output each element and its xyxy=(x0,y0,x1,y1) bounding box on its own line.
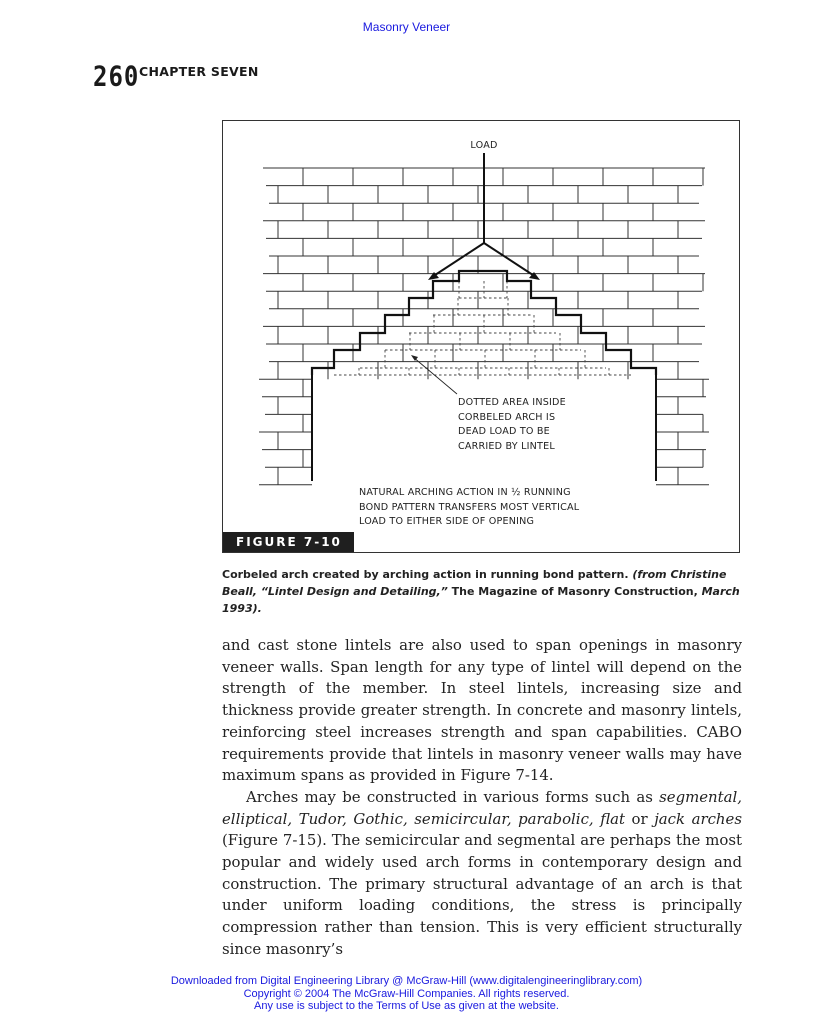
arch-forms: segmental, elliptical, Tudor, Gothic, semicircular, parabolic, flat xyxy=(222,787,742,828)
footer-download-link[interactable]: Downloaded from Digital Engineering Library @ McGraw-Hill (www.digitalengineeringlibrary.com) xyxy=(170,975,643,987)
dotted-note-line-1: DOTTED AREA INSIDE xyxy=(458,397,566,408)
page-number: 260 xyxy=(93,60,140,93)
dotted-note-line-4: CARRIED BY LINTEL xyxy=(458,441,555,452)
caption-source: (from Christine Beall, “Lintel Design and Detailing,” xyxy=(222,568,727,598)
dotted-dead-load-area xyxy=(334,281,631,375)
paragraph-2: Arches may be constructed in various forms such as segmental, elliptical, Tudor, Gothic, semicircular, parabolic, flat or jack arches (Figure 7-15). The semicircular and segmental are perhaps the most popular and widely used arch forms in contemporary design and construction. The primary structural advantage of an arch is that under uniform loading conditions, the stress is principally compression rather than tension. This is very efficient structurally since masonry’s xyxy=(222,787,742,958)
figure-label: FIGURE 7-10 xyxy=(223,532,354,552)
caption-publication: The Magazine of Masonry Construction, xyxy=(451,585,698,598)
caption-main: Corbeled arch created by arching action in running bond pattern. xyxy=(222,568,629,581)
dotted-note-leader xyxy=(413,357,457,394)
caption-date: March 1993). xyxy=(222,585,740,615)
arching-note-line-1: NATURAL ARCHING ACTION IN ½ RUNNING xyxy=(359,487,571,498)
footer-terms-line: Any use is subject to the Terms of Use as given at the website. xyxy=(254,1000,559,1012)
footer-copyright-line: Copyright © 2004 The McGraw-Hill Companies. All rights reserved. xyxy=(243,987,570,1000)
chapter-title: CHAPTER SEVEN xyxy=(139,64,259,79)
figure-caption xyxy=(222,566,742,617)
dotted-note-line-2: CORBELED ARCH IS xyxy=(458,412,556,423)
arching-note-line-3: LOAD TO EITHER SIDE OF OPENING xyxy=(359,516,535,527)
jack-arches: jack arches xyxy=(654,809,742,828)
body-text xyxy=(222,635,742,961)
arching-note-line-2: BOND PATTERN TRANSFERS MOST VERTICAL xyxy=(359,502,580,513)
load-label: LOAD xyxy=(470,140,498,151)
corbeled-arch-diagram xyxy=(223,121,740,553)
figure-7-10 xyxy=(222,120,740,553)
paragraph-1: and cast stone lintels are also used to span openings in masonry veneer walls. Span length for any type of lintel will depend on the strength of the member. In steel lintels, increasing size and thickness provide greater strength. In concrete and masonry lintels, reinforcing steel increases strength and span capabilities. CABO requirements provide that lintels in masonry veneer walls may have maximum spans as provided in Figure 7-14. xyxy=(222,636,742,785)
footer-copyright xyxy=(0,975,813,1013)
dotted-note-line-3: DEAD LOAD TO BE xyxy=(458,426,550,437)
header-link[interactable]: Masonry Veneer xyxy=(362,20,451,34)
